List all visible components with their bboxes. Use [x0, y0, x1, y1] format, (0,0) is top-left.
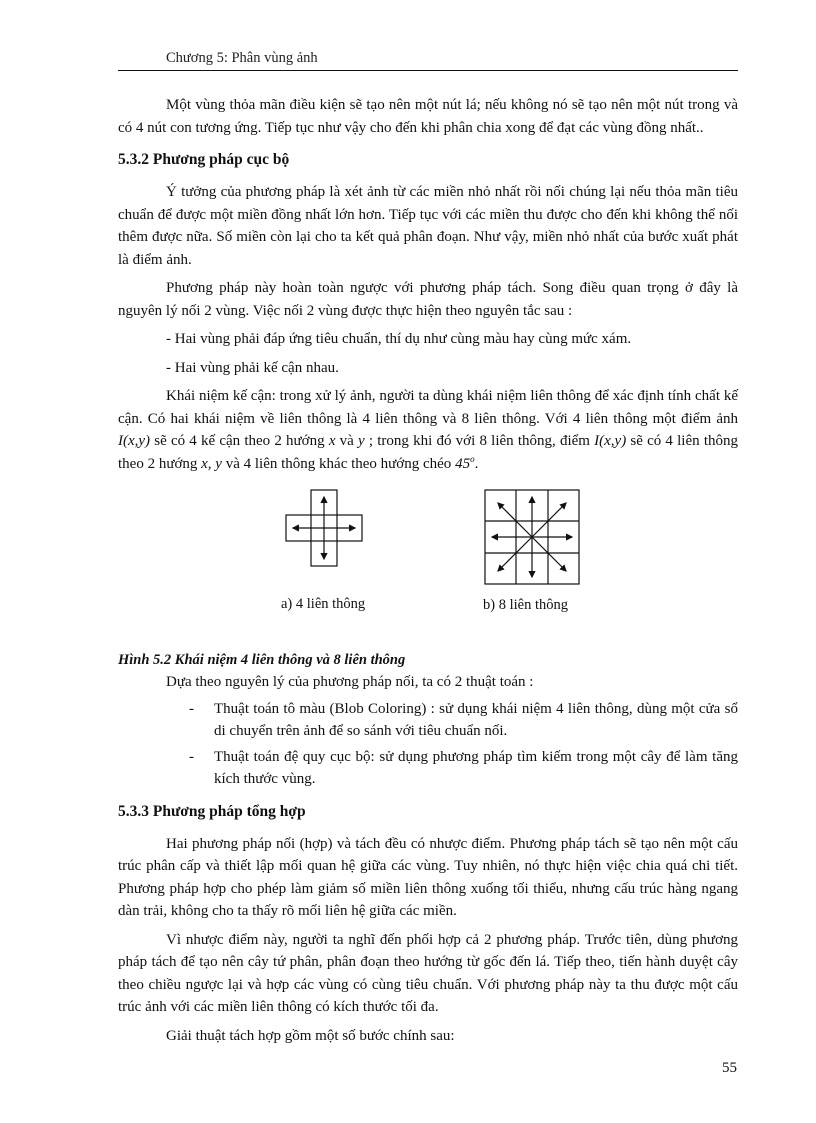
chapter-header: Chương 5: Phân vùng ảnh	[166, 50, 318, 66]
figure-title: Hình 5.2 Khái niệm 4 liên thông và 8 liên thông	[118, 652, 406, 668]
text-run: và	[335, 433, 359, 449]
caption-eight-connectivity: b) 8 liên thông	[483, 597, 568, 613]
list-item	[118, 746, 738, 791]
paragraph: Vì nhược điểm này, người ta nghĩ đến phối hợp cả 2 phương pháp. Trước tiên, dùng phương pháp tách để tạo nên cây tứ phân, phân đoạn theo hướng từ gốc đến lá. Tiếp theo, tiến hành duyệt cây theo chiều ngược lại và hợp các vùng có cùng tiêu chuẩn. Với phương pháp này ta thu được một cấu trúc ảnh với các miền liên thông có kích thước tối đa.	[118, 931, 738, 1015]
page-number: 55	[722, 1060, 737, 1076]
formula-degree	[455, 453, 475, 472]
caption-four-connectivity: a) 4 liên thông	[281, 596, 366, 612]
formula-ixy: I(x,y)	[594, 433, 627, 449]
formula-xy: x, y	[201, 455, 222, 472]
list-item	[118, 698, 738, 743]
algorithm-list	[118, 698, 738, 791]
text-run: và 4 liên thông khác theo hướng chéo	[221, 455, 456, 472]
formula-y: y	[358, 433, 365, 449]
paragraph-connectivity	[118, 385, 738, 475]
figure-connectivity	[118, 489, 738, 649]
text-run: .	[474, 455, 479, 472]
eight-connectivity-diagram	[484, 489, 580, 585]
paragraph: Một vùng thỏa mãn điều kiện sẽ tạo nên một nút lá; nếu không nó sẽ tạo nên một nút trong và có 4 nút con tương ứng. Tiếp tục như vậy cho đến khi phân chia xong để đạt các vùng đồng nhất..	[118, 97, 738, 136]
paragraph: Dựa theo nguyên lý của phương pháp nối, ta có 2 thuật toán :	[166, 674, 534, 690]
text-run: Khái niệm kế cận: trong xử lý ảnh, người ta dùng khái niệm liên thông để xác định tính chất kế cận. Có hai khái niệm về liên thông là 4 liên thông và 8 liên thông. Với 4 liên thông một điểm ảnh	[118, 388, 738, 427]
paragraph: - Hai vùng phải đáp ứng tiêu chuẩn, thí dụ như cùng màu hay cùng mức xám.	[166, 331, 632, 347]
page-content	[118, 94, 738, 1047]
degree-symbol: o	[470, 453, 475, 464]
text-run: ; trong khi đó với 8 liên thông, điểm	[364, 433, 595, 449]
paragraph: - Hai vùng phải kế cận nhau.	[166, 359, 339, 376]
paragraph: Phương pháp này hoàn toàn ngược với phương pháp tách. Song điều quan trọng ở đây là nguyên lý nối 2 vùng. Việc nối 2 vùng được thực hiện theo nguyên tắc sau :	[118, 280, 738, 319]
paragraph: Giải thuật tách hợp gồm một số bước chính sau:	[166, 1027, 455, 1044]
section-heading-5-3-3: 5.3.3 Phương pháp tổng hợp	[118, 802, 306, 820]
formula-ixy: I(x,y)	[118, 433, 151, 449]
paragraph: Ý tưởng của phương pháp là xét ảnh từ các miền nhỏ nhất rồi nối chúng lại nếu thỏa mãn tiêu chuẩn để được một miền đồng nhất lớn hơn. Tiếp tục với các miền thu được cho đến khi không thể nối thêm được nữa. Số miền còn lại cho ta kết quả phân đoạn. Như vậy, miền nhỏ nhất của bước xuất phát là điểm ảnh.	[118, 184, 738, 268]
header-divider	[118, 70, 738, 71]
list-item-text: Thuật toán tô màu (Blob Coloring) : sử dụng khái niệm 4 liên thông, dùng một cửa sổ di chuyển trên ảnh để so sánh với tiêu chuẩn nối.	[214, 700, 738, 739]
text-run: sẽ có 4 liên thông theo 2 hướng	[118, 433, 738, 472]
section-heading-5-3-2: 5.3.2 Phương pháp cục bộ	[118, 151, 290, 168]
paragraph: Hai phương pháp nối (hợp) và tách đều có nhược điểm. Phương pháp tách sẽ tạo nên một cấu trúc phân cấp và thiết lập mối quan hệ giữa các vùng. Tuy nhiên, nó thực hiện việc chia quá chi tiết. Phương pháp hợp cho phép làm giảm số miền liên thông xuống tối thiểu, nhưng cấu trúc hàng ngang dàn trải, không cho ta thấy rõ mối liên hệ giữa các miền.	[118, 835, 738, 919]
degree-value: 45	[455, 455, 471, 472]
list-dash: -	[189, 748, 194, 765]
formula-x: x	[328, 433, 336, 449]
text-run: sẽ có 4 kế cận theo 2 hướng	[150, 433, 329, 449]
four-connectivity-diagram	[285, 489, 363, 567]
list-dash: -	[189, 700, 194, 717]
list-item-text: Thuật toán đệ quy cục bộ: sử dụng phương pháp tìm kiếm trong một cây để làm tăng kích thước vùng.	[214, 748, 738, 787]
